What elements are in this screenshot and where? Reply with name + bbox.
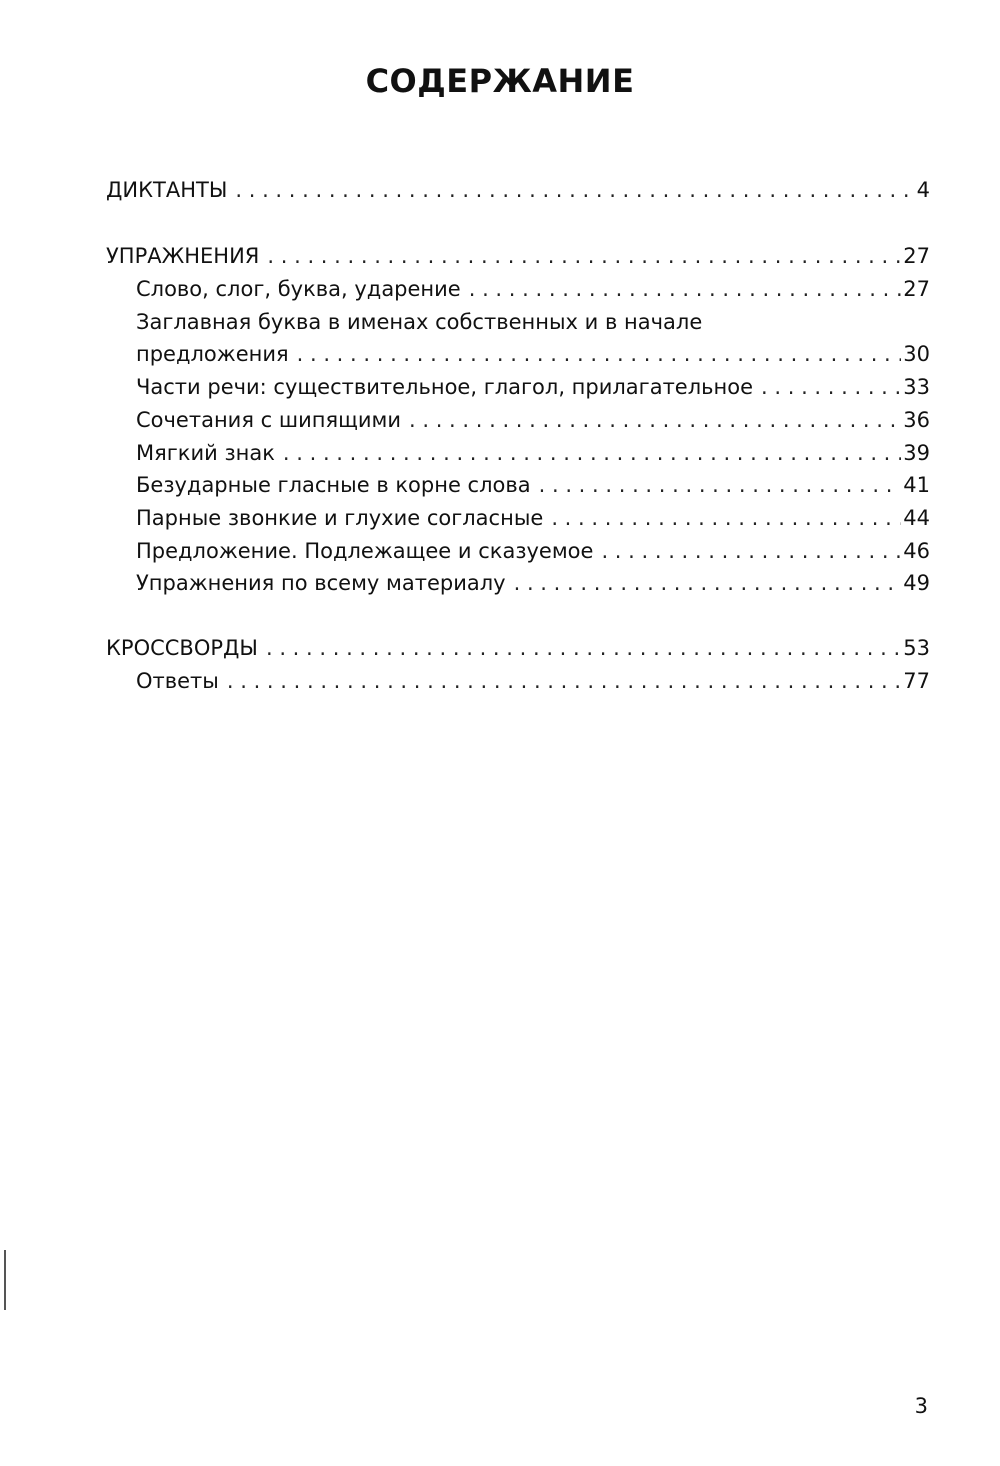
toc-entry-crosswords[interactable] [106, 632, 930, 664]
dot-leader [227, 665, 901, 697]
toc-entry-label: предложения [136, 342, 289, 366]
toc-subentry-line2[interactable] [136, 338, 930, 370]
toc-subentry[interactable] [136, 469, 930, 501]
toc-entry-exercises[interactable] [106, 240, 930, 272]
dot-leader [266, 632, 901, 664]
toc-entry-page: 77 [903, 669, 930, 693]
toc-entry-label: Безударные гласные в корне слова [136, 473, 531, 497]
toc-entry-label: Мягкий знак [136, 441, 275, 465]
toc-subentry[interactable] [136, 535, 930, 567]
toc-entry-page: 41 [903, 473, 930, 497]
dot-leader [235, 174, 914, 206]
dot-leader [267, 240, 901, 272]
dot-leader [469, 273, 902, 305]
scan-edge-mark [4, 1250, 6, 1310]
toc-subentry[interactable] [136, 567, 930, 599]
toc-entry-label: Ответы [136, 669, 219, 693]
toc-subentry[interactable] [136, 404, 930, 436]
toc-entry-label: УПРАЖНЕНИЯ [106, 244, 260, 268]
toc-subentry-answers[interactable] [136, 665, 930, 697]
toc-subentry[interactable] [136, 273, 930, 305]
toc-subentry-line1[interactable] [136, 306, 930, 338]
dot-leader [409, 404, 901, 436]
page-number: 3 [914, 1394, 928, 1418]
dot-leader [283, 437, 901, 469]
dot-leader [601, 535, 901, 567]
toc-entry-page: 27 [903, 244, 930, 268]
toc-subentry[interactable] [136, 437, 930, 469]
toc-entry-page: 39 [903, 441, 930, 465]
toc-entry-label: ДИКТАНТЫ [106, 178, 228, 202]
dot-leader [514, 567, 902, 599]
toc-entry-label: Части речи: существительное, глагол, прилагательное [136, 375, 754, 399]
toc-entry-label: Сочетания с шипящими [136, 408, 401, 432]
toc-entry-page: 49 [903, 571, 930, 595]
toc-entry-label: Предложение. Подлежащее и сказуемое [136, 539, 594, 563]
toc-entry-label: Заглавная буква в именах собственных и в начале [136, 310, 703, 334]
toc-entry-page: 4 [916, 178, 930, 202]
toc-entry-label: Слово, слог, буква, ударение [136, 277, 461, 301]
dot-leader [551, 502, 901, 534]
dot-leader [297, 338, 902, 370]
toc-subentry[interactable] [136, 371, 930, 403]
toc-entry-page: 44 [903, 506, 930, 530]
toc-entry-label: КРОССВОРДЫ [106, 636, 258, 660]
dot-leader [761, 371, 901, 403]
page-title: СОДЕРЖАНИЕ [365, 62, 635, 100]
toc-entry-page: 53 [903, 636, 930, 660]
toc-entry-page: 30 [903, 342, 930, 366]
dot-leader [539, 469, 902, 501]
toc-entry-page: 33 [903, 375, 930, 399]
toc-subentry[interactable] [136, 502, 930, 534]
toc-entry-label: Парные звонкие и глухие согласные [136, 506, 544, 530]
toc-entry-label: Упражнения по всему материалу [136, 571, 506, 595]
toc-entry-page: 27 [903, 277, 930, 301]
toc-entry-page: 36 [903, 408, 930, 432]
toc-entry-dictations[interactable] [106, 174, 930, 206]
toc-entry-page: 46 [903, 539, 930, 563]
